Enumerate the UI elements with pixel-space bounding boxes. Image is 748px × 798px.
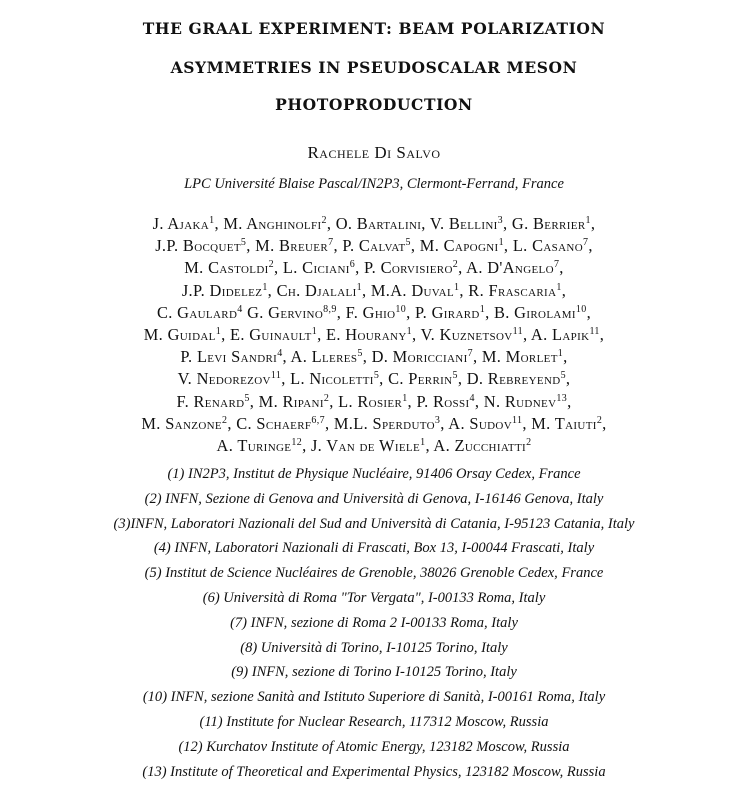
- collaboration-line: [30, 391, 718, 413]
- author-name-text: ,: [567, 391, 572, 411]
- affiliation-marker: 11: [512, 414, 523, 426]
- affiliation-marker: 5: [244, 392, 250, 404]
- author-affiliation: LPC Université Blaise Pascal/IN2P3, Clermont-Ferrand, France: [184, 176, 564, 192]
- author-name-text: , A. Lapik: [522, 325, 590, 345]
- affiliation-marker: 7: [553, 259, 560, 271]
- affiliation-marker: 5: [373, 370, 380, 382]
- author-name-text: J.P. Bocquet: [155, 236, 241, 256]
- institution-line: (13) Institute of Theoretical and Experimental Physics, 123182 Moscow, Russia: [142, 763, 606, 780]
- affiliation-marker: 1: [262, 281, 268, 293]
- author-name-text: , E. Hourany: [317, 325, 407, 345]
- affiliation-marker: 11: [512, 326, 523, 338]
- affiliation-marker: 11: [270, 370, 282, 382]
- institution-line: (12) Kurchatov Institute of Atomic Energy, 123182 Moscow, Russia: [178, 738, 570, 755]
- affiliation-marker: 1: [556, 281, 562, 293]
- institution-line: (11) Institute for Nuclear Research, 117312 Moscow, Russia: [199, 713, 549, 730]
- affiliation-marker: 1: [557, 348, 564, 360]
- author-name-text: , C. Schaerf: [227, 413, 312, 433]
- author-name-text: J. Ajaka: [152, 214, 210, 233]
- author-name-text: ,: [559, 258, 564, 278]
- author-name-text: , E. Guinault: [221, 325, 312, 345]
- affiliation-marker: 4: [237, 303, 243, 315]
- affiliation-marker: 7: [328, 237, 334, 249]
- collaboration-line: [30, 280, 718, 302]
- author-name-text: , M.A. Duval: [361, 280, 455, 300]
- author-name-text: ,: [590, 214, 596, 233]
- author-name-text: , N. Rudnev: [474, 391, 557, 411]
- author-name-text: M. Castoldi: [184, 258, 269, 278]
- author-name-text: M. Guidal: [143, 325, 216, 345]
- title-line-2: ASYMMETRIES IN PSEUDOSCALAR MESON: [170, 58, 578, 77]
- affiliation-marker: 8,9: [323, 303, 337, 315]
- author-name-text: ,: [561, 280, 567, 300]
- institution-line: (10) INFN, sezione Sanità and Istituto Superiore di Sanità, I-00161 Roma, Italy: [142, 689, 606, 706]
- author-name-text: V. Nedorezov: [177, 369, 271, 389]
- affiliation-marker: 5: [452, 370, 458, 382]
- institution-line: (1) IN2P3, Institut de Physique Nucléaire, 91406 Orsay Cedex, France: [167, 466, 581, 482]
- institution-line: (8) Università di Torino, I-10125 Torino, Italy: [240, 639, 508, 656]
- author-name-text: , A. Zucchiatti: [425, 436, 527, 456]
- author-name-text: ,: [588, 236, 593, 256]
- affiliation-marker: 1: [420, 437, 426, 449]
- affiliation-marker: 1: [402, 392, 408, 404]
- author-name-text: A. Turinge: [216, 436, 292, 456]
- affiliation-marker: 1: [406, 326, 412, 338]
- author-name-text: , M. Ripani: [249, 391, 324, 411]
- affiliation-marker: 3: [434, 414, 441, 426]
- author-name-text: G. Gervino: [242, 302, 324, 322]
- author-name-text: , P. Corvisiero: [355, 258, 453, 278]
- author-name-text: ,: [599, 325, 605, 345]
- author-name-text: , A. Sudov: [440, 413, 512, 433]
- author-name-text: , G. Berrier: [503, 214, 586, 233]
- author-name-text: ,: [565, 369, 571, 389]
- author-name-text: F. Renard: [176, 391, 245, 411]
- affiliation-marker: 2: [526, 437, 532, 449]
- author-name-text: , P. Girard: [406, 302, 480, 322]
- author-name-text: , C. Perrin: [379, 369, 453, 389]
- institution-line: (7) INFN, sezione di Roma 2 I-00133 Roma, Italy: [230, 614, 518, 631]
- affiliation-marker: 1: [209, 215, 215, 226]
- collaboration-line: [30, 346, 718, 368]
- author-name-text: ,: [586, 302, 592, 322]
- institution-list: [0, 462, 748, 784]
- affiliation-marker: 11: [589, 326, 600, 338]
- author-name-text: , L. Casano: [503, 236, 583, 256]
- collaboration-line: [30, 435, 718, 457]
- affiliation-marker: 1: [215, 326, 222, 338]
- affiliation-marker: 2: [452, 259, 459, 271]
- author-name-text: , M. Morlet: [472, 347, 558, 367]
- affiliation-marker: 5: [357, 348, 363, 360]
- author-name-text: , F. Ghio: [336, 302, 396, 322]
- author-name-text: ,: [602, 413, 607, 433]
- author-name-text: J.P. Didelez: [181, 280, 263, 300]
- collaboration-line: [30, 213, 718, 235]
- author-name-text: , Ch. Djalali: [267, 280, 357, 300]
- affiliation-marker: 6,7: [311, 414, 325, 426]
- institution-line: (6) Università di Roma "Tor Vergata", I-00133 Roma, Italy: [202, 589, 546, 606]
- affiliation-marker: 5: [240, 237, 247, 249]
- collaboration-line: [30, 324, 718, 346]
- author-name-text: , D. Moricciani: [362, 347, 468, 367]
- affiliation-marker: 7: [467, 348, 473, 360]
- author-name-text: , B. Girolami: [485, 302, 576, 322]
- author-name-text: , L. Rosier: [329, 391, 403, 411]
- affiliation-marker: 13: [556, 392, 568, 404]
- author-name-text: , R. Frascaria: [459, 280, 557, 300]
- author-name-text: , A. Lleres: [282, 347, 358, 367]
- affiliation-marker: 1: [585, 215, 591, 226]
- affiliation-marker: 2: [321, 215, 327, 226]
- collaboration-line: [30, 368, 718, 390]
- author-name-text: , M. Capogni: [410, 236, 499, 256]
- affiliation-marker: 2: [323, 392, 330, 404]
- author-name-text: P. Levi Sandri: [180, 347, 278, 367]
- author-name-text: , D. Rebreyend: [457, 369, 561, 389]
- collaboration-line: [30, 257, 718, 279]
- author-name-text: , M. Anghinolfi: [214, 214, 322, 233]
- author-name-text: , P. Rossi: [407, 391, 470, 411]
- institution-line: (9) INFN, sezione di Torino I-10125 Torino, Italy: [231, 664, 517, 681]
- affiliation-marker: 5: [560, 370, 566, 382]
- author-name: Rachele Di Salvo: [307, 143, 441, 162]
- author-name-text: C. Gaulard: [156, 302, 238, 322]
- author-name-text: , L. Ciciani: [274, 258, 350, 278]
- affiliation-marker: 1: [479, 303, 486, 315]
- affiliation-marker: 7: [583, 237, 589, 249]
- institution-line: (2) INFN, Sezione di Genova and Università di Genova, I-16146 Genova, Italy: [144, 490, 604, 507]
- author-name-text: , L. Nicoletti: [281, 369, 374, 389]
- affiliation-marker: 1: [454, 281, 460, 293]
- affiliation-marker: 3: [497, 215, 504, 226]
- author-name-text: ,: [563, 347, 568, 367]
- title-line-1: THE GRAAL EXPERIMENT: BEAM POLARIZATION: [142, 19, 606, 38]
- affiliation-marker: 5: [405, 237, 411, 249]
- affiliation-marker: 12: [291, 437, 303, 449]
- institution-line: (4) INFN, Laboratori Nazionali di Frascati, Box 13, I-00044 Frascati, Italy: [153, 540, 595, 557]
- affiliation-marker: 1: [311, 326, 318, 338]
- collaboration-author-list: [30, 213, 718, 457]
- author-name-text: , V. Kuznetsov: [411, 325, 513, 345]
- collaboration-line: [30, 413, 718, 435]
- author-name-text: , M. Breuer: [246, 236, 329, 256]
- affiliation-marker: 6: [349, 259, 356, 271]
- author-name-text: M. Sanzone: [141, 413, 222, 433]
- institution-line: (3)INFN, Laboratori Nazionali del Sud and Università di Catania, I-95123 Catania, Italy: [113, 515, 635, 532]
- affiliation-marker: 2: [596, 414, 603, 426]
- affiliation-marker: 1: [498, 237, 504, 249]
- author-name-text: , J. Van de Wiele: [302, 436, 421, 456]
- author-name-text: , M.L. Sperduto: [324, 413, 435, 433]
- affiliation-marker: 10: [395, 303, 407, 315]
- affiliation-marker: 4: [277, 348, 283, 360]
- author-name-text: , P. Calvat: [333, 236, 406, 256]
- author-name-text: , A. D'Angelo: [458, 258, 554, 278]
- collaboration-line: [30, 302, 718, 324]
- institution-line: (5) Institut de Science Nucléaires de Grenoble, 38026 Grenoble Cedex, France: [144, 565, 604, 582]
- author-name-text: , O. Bartalini, V. Bellini: [326, 214, 498, 233]
- affiliation-marker: 1: [356, 281, 362, 293]
- collaboration-line: [30, 235, 718, 257]
- affiliation-marker: 4: [469, 392, 475, 404]
- title-line-3: PHOTOPRODUCTION: [275, 95, 473, 114]
- author-name-text: , M. Taiuti: [522, 413, 597, 433]
- affiliation-marker: 2: [221, 414, 228, 426]
- affiliation-marker: 2: [268, 259, 275, 271]
- affiliation-marker: 10: [575, 303, 587, 315]
